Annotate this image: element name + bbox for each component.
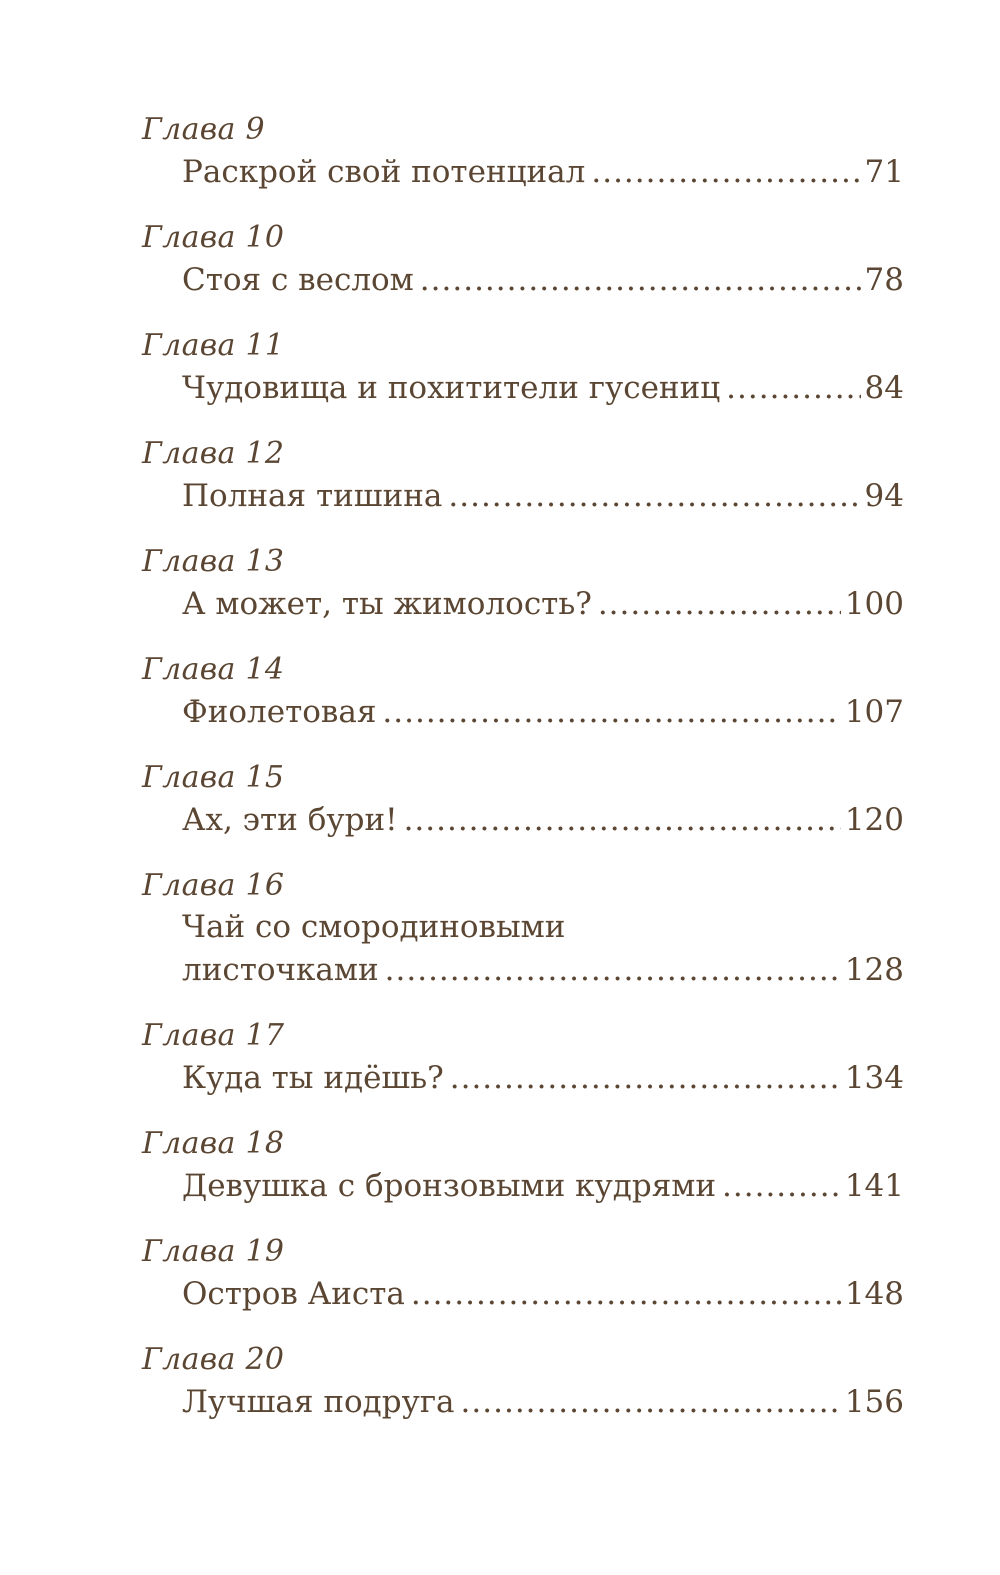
chapter-title: Стоя с веслом bbox=[182, 262, 414, 298]
toc-line[interactable] bbox=[182, 798, 904, 842]
chapter-title: Куда ты идёшь? bbox=[182, 1060, 444, 1096]
toc-entry bbox=[142, 1124, 904, 1232]
chapter-title: Фиолетовая bbox=[182, 694, 377, 730]
chapter-number: Глава 16 bbox=[142, 868, 285, 903]
chapter-title: А может, ты жимолость? bbox=[182, 586, 592, 622]
toc-entry bbox=[142, 1016, 904, 1124]
chapter-number: Глава 9 bbox=[142, 112, 265, 147]
toc-line[interactable] bbox=[182, 150, 904, 194]
chapter-title: Чудовища и похитители гусениц bbox=[182, 370, 721, 406]
chapter-title: Раскрой свой потенциал bbox=[182, 154, 586, 190]
page-number: 94 bbox=[864, 478, 904, 514]
page-number: 78 bbox=[864, 262, 904, 298]
dot-leader bbox=[591, 150, 860, 194]
chapter-number: Глава 11 bbox=[142, 328, 285, 363]
toc-line[interactable] bbox=[182, 474, 904, 518]
chapter-number: Глава 13 bbox=[142, 544, 285, 579]
toc-entry bbox=[142, 758, 904, 866]
toc-entry bbox=[142, 434, 904, 542]
page-number: 156 bbox=[844, 1384, 904, 1420]
toc-line[interactable] bbox=[182, 582, 904, 626]
chapter-title: Лучшая подруга bbox=[182, 1384, 455, 1420]
toc-entry bbox=[142, 218, 904, 326]
page-number: 134 bbox=[844, 1060, 904, 1096]
toc-line[interactable] bbox=[182, 366, 904, 410]
toc-line[interactable] bbox=[182, 690, 904, 734]
chapter-title: Остров Аиста bbox=[182, 1276, 405, 1312]
chapter-title: Полная тишина bbox=[182, 478, 443, 514]
toc-entry bbox=[142, 1340, 904, 1448]
toc-entry bbox=[142, 542, 904, 650]
dot-leader bbox=[448, 474, 860, 518]
chapter-number: Глава 17 bbox=[142, 1018, 285, 1053]
chapter-number: Глава 10 bbox=[142, 220, 285, 255]
dot-leader bbox=[722, 1164, 841, 1208]
dot-leader bbox=[382, 690, 840, 734]
dot-leader bbox=[411, 1272, 841, 1316]
page-number: 84 bbox=[864, 370, 904, 406]
toc-line[interactable] bbox=[182, 1380, 904, 1424]
toc-entry bbox=[142, 326, 904, 434]
page-number: 100 bbox=[844, 586, 904, 622]
chapter-title: Девушка с бронзовыми кудрями bbox=[182, 1168, 717, 1204]
page-number: 107 bbox=[844, 694, 904, 730]
toc-entry bbox=[142, 110, 904, 218]
chapter-number: Глава 14 bbox=[142, 652, 285, 687]
chapter-number: Глава 20 bbox=[142, 1342, 285, 1377]
toc-line[interactable] bbox=[182, 948, 904, 992]
chapter-number: Глава 12 bbox=[142, 436, 285, 471]
toc-entry bbox=[142, 1232, 904, 1340]
toc-line[interactable] bbox=[182, 1272, 904, 1316]
toc-line[interactable] bbox=[182, 1056, 904, 1100]
chapter-title: листочками bbox=[182, 952, 379, 988]
toc-line[interactable] bbox=[182, 258, 904, 302]
dot-leader bbox=[404, 798, 841, 842]
chapter-title: Ах, эти бури! bbox=[182, 802, 398, 838]
page-number: 71 bbox=[864, 154, 904, 190]
page-number: 148 bbox=[844, 1276, 904, 1312]
toc-line[interactable] bbox=[182, 1164, 904, 1208]
page-number: 120 bbox=[844, 802, 904, 838]
chapter-title-line1[interactable]: Чай со смородиновыми bbox=[182, 909, 566, 945]
toc-entry bbox=[142, 650, 904, 758]
page-number: 128 bbox=[844, 952, 904, 988]
chapter-number: Глава 19 bbox=[142, 1234, 285, 1269]
dot-leader bbox=[726, 366, 860, 410]
dot-leader bbox=[598, 582, 841, 626]
page-number: 141 bbox=[844, 1168, 904, 1204]
toc-entry bbox=[142, 866, 904, 1016]
chapter-number: Глава 15 bbox=[142, 760, 285, 795]
dot-leader bbox=[385, 948, 841, 992]
dot-leader bbox=[420, 258, 861, 302]
dot-leader bbox=[450, 1056, 841, 1100]
chapter-number: Глава 18 bbox=[142, 1126, 285, 1161]
dot-leader bbox=[461, 1380, 841, 1424]
table-of-contents bbox=[142, 110, 904, 1448]
